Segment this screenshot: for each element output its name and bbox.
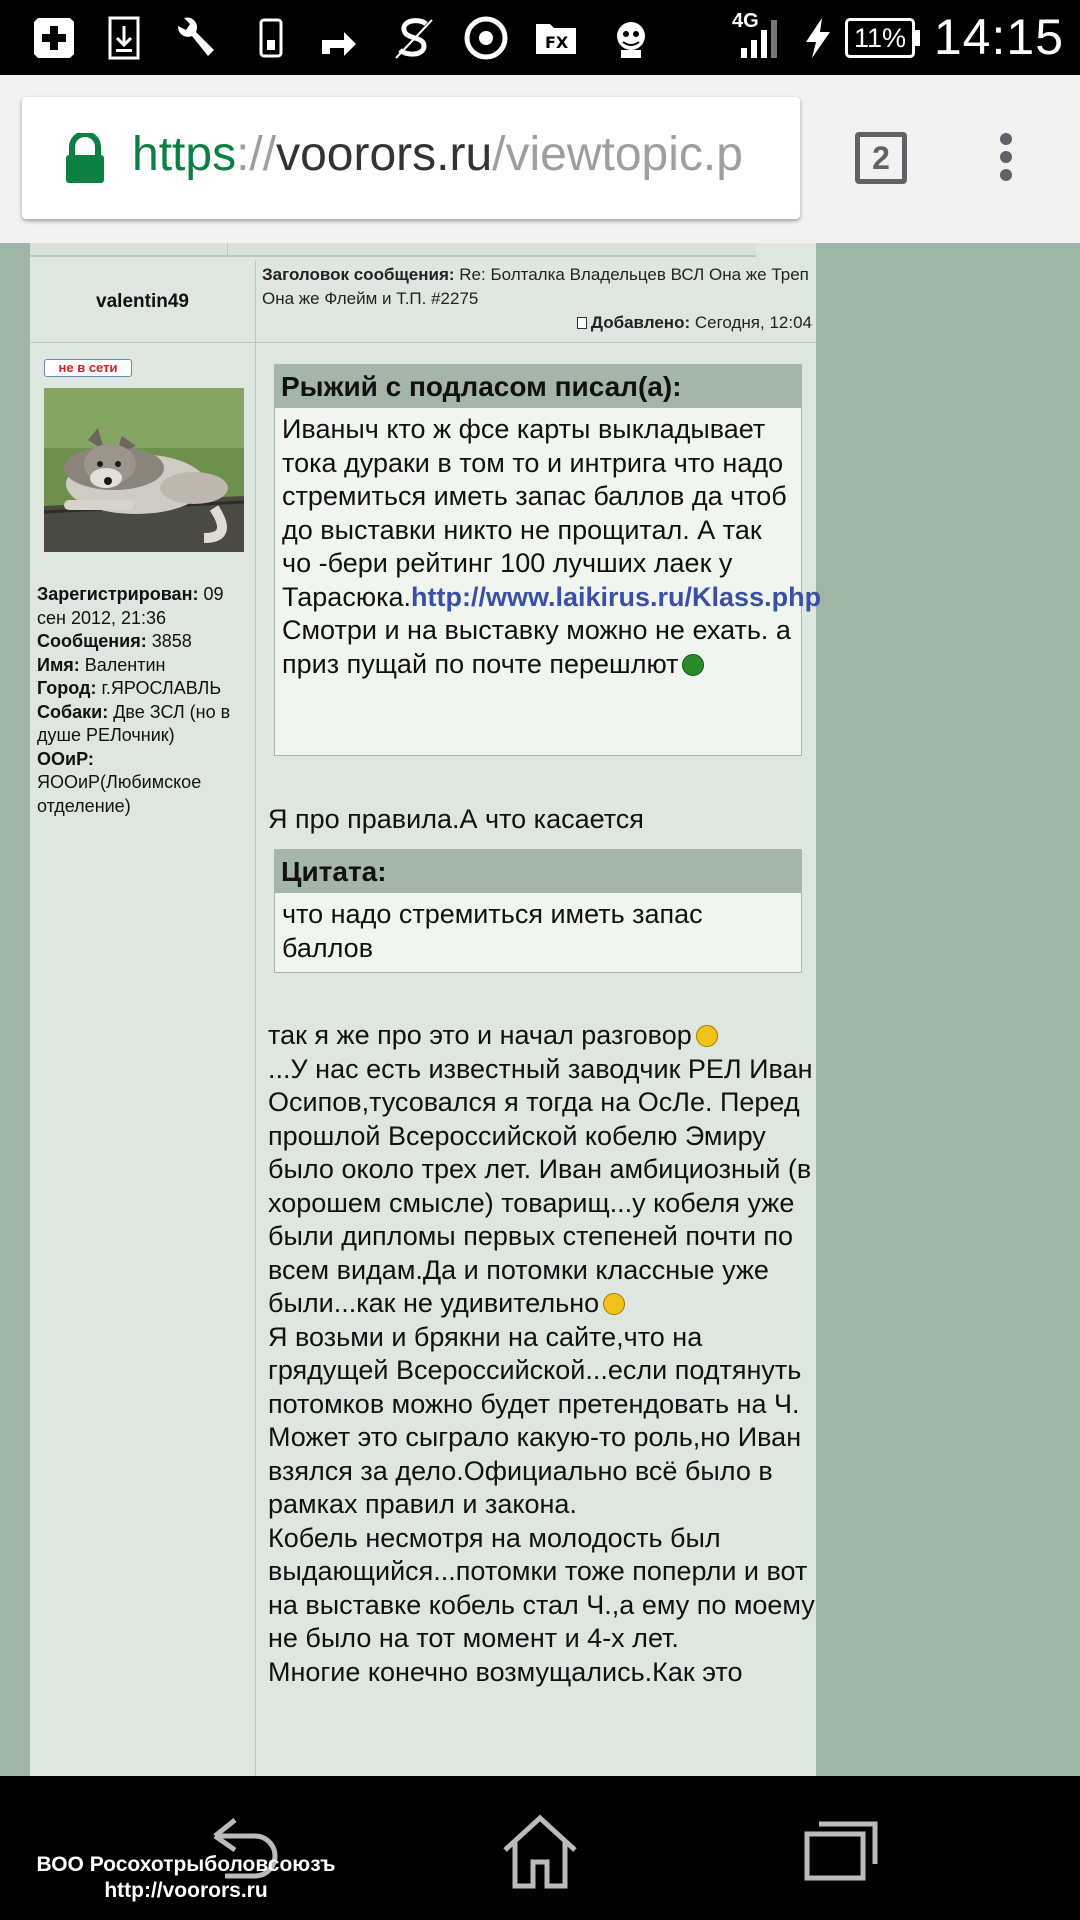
svg-text:FX: FX (545, 33, 569, 52)
body-paragraph: Может это сыграло какую-то роль,но Иван взялся за дело.Официально всё было в рамках правил и закона. (268, 1422, 802, 1519)
body-paragraph: Кобель несмотря на молодость был выдающийся...потомки тоже поперли и вот на выставке кобель стал Ч.,а ему по моему не было на тот момент и 4-х лет. (268, 1522, 815, 1653)
add-icon (28, 12, 80, 64)
grin-smiley-icon (682, 654, 704, 676)
quote-block (274, 364, 822, 756)
added-value: Сегодня, 12:04 (694, 313, 812, 332)
author-profile (37, 583, 252, 818)
column-divider (255, 261, 256, 1776)
browser-toolbar (0, 75, 1080, 243)
post-date (577, 311, 812, 335)
web-page (0, 243, 1080, 1776)
phone-icon (245, 12, 297, 64)
laugh-smiley-icon (603, 1293, 625, 1315)
post-link-icon[interactable] (577, 317, 587, 329)
network-type: 4G (732, 10, 759, 32)
post-body (268, 1019, 828, 1689)
download-icon (98, 12, 150, 64)
reply-intro: Я про правила.А что касается (268, 804, 644, 834)
watermark-line: http://voorors.ru (104, 1879, 268, 1902)
folder-icon (530, 12, 582, 64)
tab-switcher-button[interactable]: 2 (855, 132, 907, 184)
recent-apps-icon[interactable] (795, 1806, 885, 1896)
clock: 14:15 (933, 9, 1064, 65)
profile-club: ООиР: ЯООиР(Любимское отделение) (37, 748, 202, 816)
body-paragraph: Я возьми и брякни на сайте,что на грядущей Всероссийской...если подтянуть потомков можно будет претендовать на Ч. (268, 1321, 802, 1419)
post-author[interactable]: valentin49 (96, 291, 189, 312)
added-label: Добавлено: (590, 313, 691, 332)
quote-block (274, 849, 802, 973)
subject-label: Заголовок сообщения: (262, 265, 455, 284)
chrome-icon (460, 12, 512, 64)
address-bar[interactable] (22, 97, 800, 219)
url-separator: :// (236, 128, 277, 181)
status-bar (0, 0, 1080, 75)
quote-text-part: Иваныч кто ж фсе карты выкладывает тока дураки в том то и интрига что надо стремиться иметь запас баллов да чтоб до выставки никто не прощитал. А так чо -бери рейтинг 100 лучших лаек у Тарасюка. (282, 414, 787, 612)
profile-registered: Зарегистрирован: 09 сен 2012, 21:36 (37, 584, 224, 628)
battery-icon (914, 30, 920, 46)
lock-icon (62, 133, 108, 185)
battery-level: 11% (845, 18, 915, 58)
quote-text-part: Смотри и на выставку можно не ехать. а приз пущай по почте перешлют (282, 615, 791, 679)
watermark-line: ВОО Росохотрыболовсоюзъ (36, 1853, 336, 1876)
profile-dogs: Собаки: Две ЗСЛ (но в душе РЕЛочник) (37, 701, 231, 745)
url-scheme: https (132, 128, 237, 181)
stylus-icon (388, 12, 440, 64)
post-link[interactable]: http://www.laikirus.ru/Klass.php (411, 581, 822, 612)
charging-icon (792, 12, 844, 64)
url-host: voorors.ru (276, 128, 493, 181)
wrench-icon (168, 12, 220, 64)
home-icon[interactable] (495, 1806, 585, 1896)
quote-label: Цитата: (275, 850, 801, 893)
body-line: так я же про это и начал разговор (268, 1019, 828, 1053)
overflow-menu-icon[interactable] (996, 133, 1016, 187)
mascot-icon (605, 12, 657, 64)
url-text[interactable] (132, 127, 743, 182)
post-meta (262, 263, 812, 332)
avatar (44, 388, 244, 552)
post-header (30, 261, 816, 343)
profile-messages: Сообщения: 3858 (37, 631, 192, 651)
watermark-text (6, 1852, 366, 1904)
body-paragraph: ...У нас есть известный заводчик РЕЛ Иван Осипов,тусовался я тогда на ОсЛе. Перед прошлой Всероссийской кобелю Эмиру было около трех лет. Иван амбициозный (в хорошем смысле) товарищ...у кобеля уже были дипломы первых степеней почти по всем видам.Да и потомки классные уже были...как не удивительно (268, 1053, 813, 1318)
forum-post (30, 243, 822, 1776)
status-badge: не в сети (44, 359, 132, 377)
body-paragraph: Многие конечно возмущались.Как это (268, 1656, 743, 1687)
post-subject: Re: Болталка Владельцев ВСЛ Она же Треп Она же Флейм и Т.П. #2275 (262, 265, 809, 308)
signal-icon (733, 12, 785, 64)
previous-post-edge (30, 243, 756, 257)
quote-author: Рыжий с подласом писал(а): (275, 365, 801, 408)
laugh-smiley-icon (696, 1025, 718, 1047)
quote-text (275, 408, 822, 686)
share-icon (312, 12, 364, 64)
profile-city: Город: г.ЯРОСЛАВЛЬ (37, 678, 222, 698)
profile-name: Имя: Валентин (37, 654, 166, 675)
url-path: /viewtopic.p (492, 128, 743, 181)
quote-text: что надо стремиться иметь запас баллов (282, 899, 703, 963)
